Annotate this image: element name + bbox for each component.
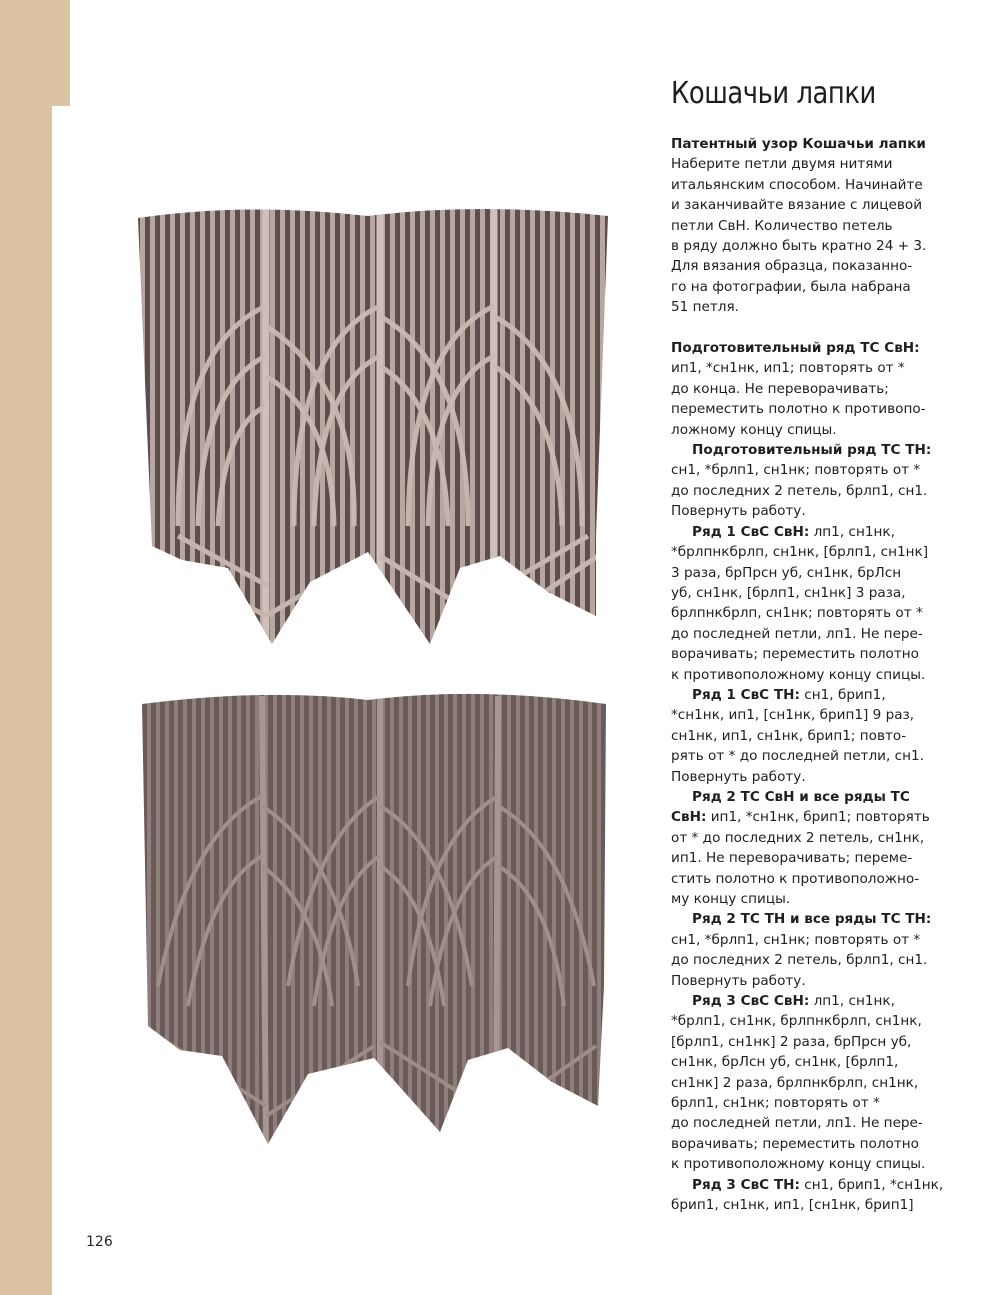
row-instruction: сн1, брип1, [799, 686, 886, 703]
instruction-line: брлпнкбрлп, сн1нк; повторять от * [671, 605, 923, 622]
instruction-line: до конца. Не переворачивать; [671, 380, 889, 397]
row-heading: Патентный узор Кошачьи лапки [671, 136, 926, 152]
instruction-line: до последней петли, лп1. Не пере- [671, 625, 923, 642]
knit-swatch-dark-ribs-icon [118, 686, 618, 1146]
top-color-band [0, 0, 70, 106]
instruction-line: Повернуть работу. [671, 503, 806, 520]
instruction-line: брлп1, сн1нк; повторять от * [671, 1095, 880, 1112]
instruction-line: Наберите петли двумя нитями [671, 156, 893, 173]
instruction-line: итальянским способом. Начинайте [671, 176, 923, 193]
instruction-line [671, 522, 971, 542]
instruction-line: уб, сн1нк, [брлп1, сн1нк] 3 раза, [671, 584, 906, 601]
row-instruction: ип1, *сн1нк, брип1; повторять [706, 809, 930, 826]
instruction-line: до последних 2 петель, брлп1, сн1. [671, 482, 928, 499]
instruction-line: до последних 2 петель, брлп1, сн1. [671, 952, 928, 969]
instruction-line [671, 685, 971, 705]
instruction-line: ложному концу спицы. [671, 421, 837, 438]
instruction-line: Повернуть работу. [671, 972, 806, 989]
instruction-line: до последней петли, лп1. Не пере- [671, 1115, 923, 1132]
instruction-line: сн1нк, брЛсн уб, сн1нк, [брлп1, [671, 1054, 899, 1071]
instruction-line [671, 787, 971, 807]
instruction-line: и заканчивайте вязание с лицевой [671, 197, 923, 214]
row-label: Ряд 1 СвС ТН: [692, 686, 800, 703]
instruction-line: ворачивать; переместить полотно [671, 646, 919, 663]
row-heading: Ряд 2 ТС СвН и все ряды ТС [692, 788, 910, 805]
instruction-line: Повернуть работу. [671, 768, 806, 785]
instruction-line [671, 440, 971, 460]
instruction-line [671, 338, 971, 358]
row-instruction: лп1, сн1нк, [809, 523, 895, 540]
instruction-line: петли СвН. Количество петель [671, 217, 893, 234]
instruction-line: ип1. Не переворачивать; переме- [671, 850, 913, 867]
row-label: Ряд 1 СвС СвН: [692, 523, 810, 540]
instruction-line: 3 раза, брПрсн уб, сн1нк, брЛсн [671, 564, 902, 581]
instruction-line: [брлп1, сн1нк] 2 раза, брПрсн уб, [671, 1033, 912, 1050]
instruction-line: брип1, сн1нк, ип1, [сн1нк, брип1] [671, 1197, 914, 1214]
instruction-line: стить полотно к противоположно- [671, 870, 920, 887]
instruction-line: го на фотографии, была набрана [671, 278, 911, 295]
instruction-line: 51 петля. [671, 299, 739, 316]
instruction-line: *сн1нк, ип1, [сн1нк, брип1] 9 раз, [671, 707, 915, 724]
row-instruction: лп1, сн1нк, [809, 993, 895, 1010]
instruction-line: к противоположному концу спицы. [671, 1156, 926, 1173]
row-heading: Подготовительный ряд ТС ТН: [692, 442, 932, 459]
knit-swatch-light-ribs-icon [118, 196, 618, 656]
instruction-line: Для вязания образца, показанно- [671, 258, 913, 275]
instruction-line: сн1, *брлп1, сн1нк; повторять от * [671, 931, 921, 948]
instruction-line [671, 1175, 971, 1195]
instruction-line: сн1нк] 2 раза, брлпнкбрлп, сн1нк, [671, 1074, 919, 1091]
instruction-line: в ряду должно быть кратно 24 + 3. [671, 238, 927, 255]
instruction-line: *брлпнкбрлп, сн1нк, [брлп1, сн1нк] [671, 544, 929, 561]
row-heading: Ряд 2 ТС ТН и все ряды ТС ТН: [692, 911, 932, 928]
page-title: Кошачьи лапки [671, 76, 876, 111]
instructions-text [671, 134, 971, 1216]
instruction-line: рять от * до последней петли, сн1. [671, 748, 924, 765]
instruction-line: к противоположному концу спицы. [671, 666, 926, 683]
instruction-line: переместить полотно к противопо- [671, 401, 926, 418]
instruction-line: ворачивать; переместить полотно [671, 1135, 919, 1152]
instruction-line: му концу спицы. [671, 891, 791, 908]
side-color-band [0, 0, 52, 1295]
row-instruction: сн1, брип1, *сн1нк, [799, 1176, 944, 1193]
instruction-line: сн1, *брлп1, сн1нк; повторять от * [671, 462, 921, 479]
paragraph-gap [671, 318, 971, 338]
instruction-line [671, 134, 971, 154]
row-label: Ряд 3 СвС ТН: [692, 1176, 800, 1193]
instruction-line: *брлп1, сн1нк, брлпнкбрлп, сн1нк, [671, 1013, 922, 1030]
knitted-swatch-front [118, 196, 618, 656]
instruction-line [671, 991, 971, 1011]
row-label: СвН: [671, 809, 707, 826]
instruction-line: сн1нк, ип1, сн1нк, брип1; повто- [671, 727, 907, 744]
instruction-line: ип1, *сн1нк, ип1; повторять от * [671, 360, 905, 377]
instruction-line [671, 909, 971, 929]
instruction-line [671, 807, 971, 827]
instruction-line: от * до последних 2 петель, сн1нк, [671, 829, 925, 846]
page-number: 126 [86, 1234, 113, 1250]
knitted-swatch-back [118, 686, 618, 1146]
row-heading: Подготовительный ряд ТС СвН: [671, 340, 920, 357]
row-label: Ряд 3 СвС СвН: [692, 993, 810, 1010]
